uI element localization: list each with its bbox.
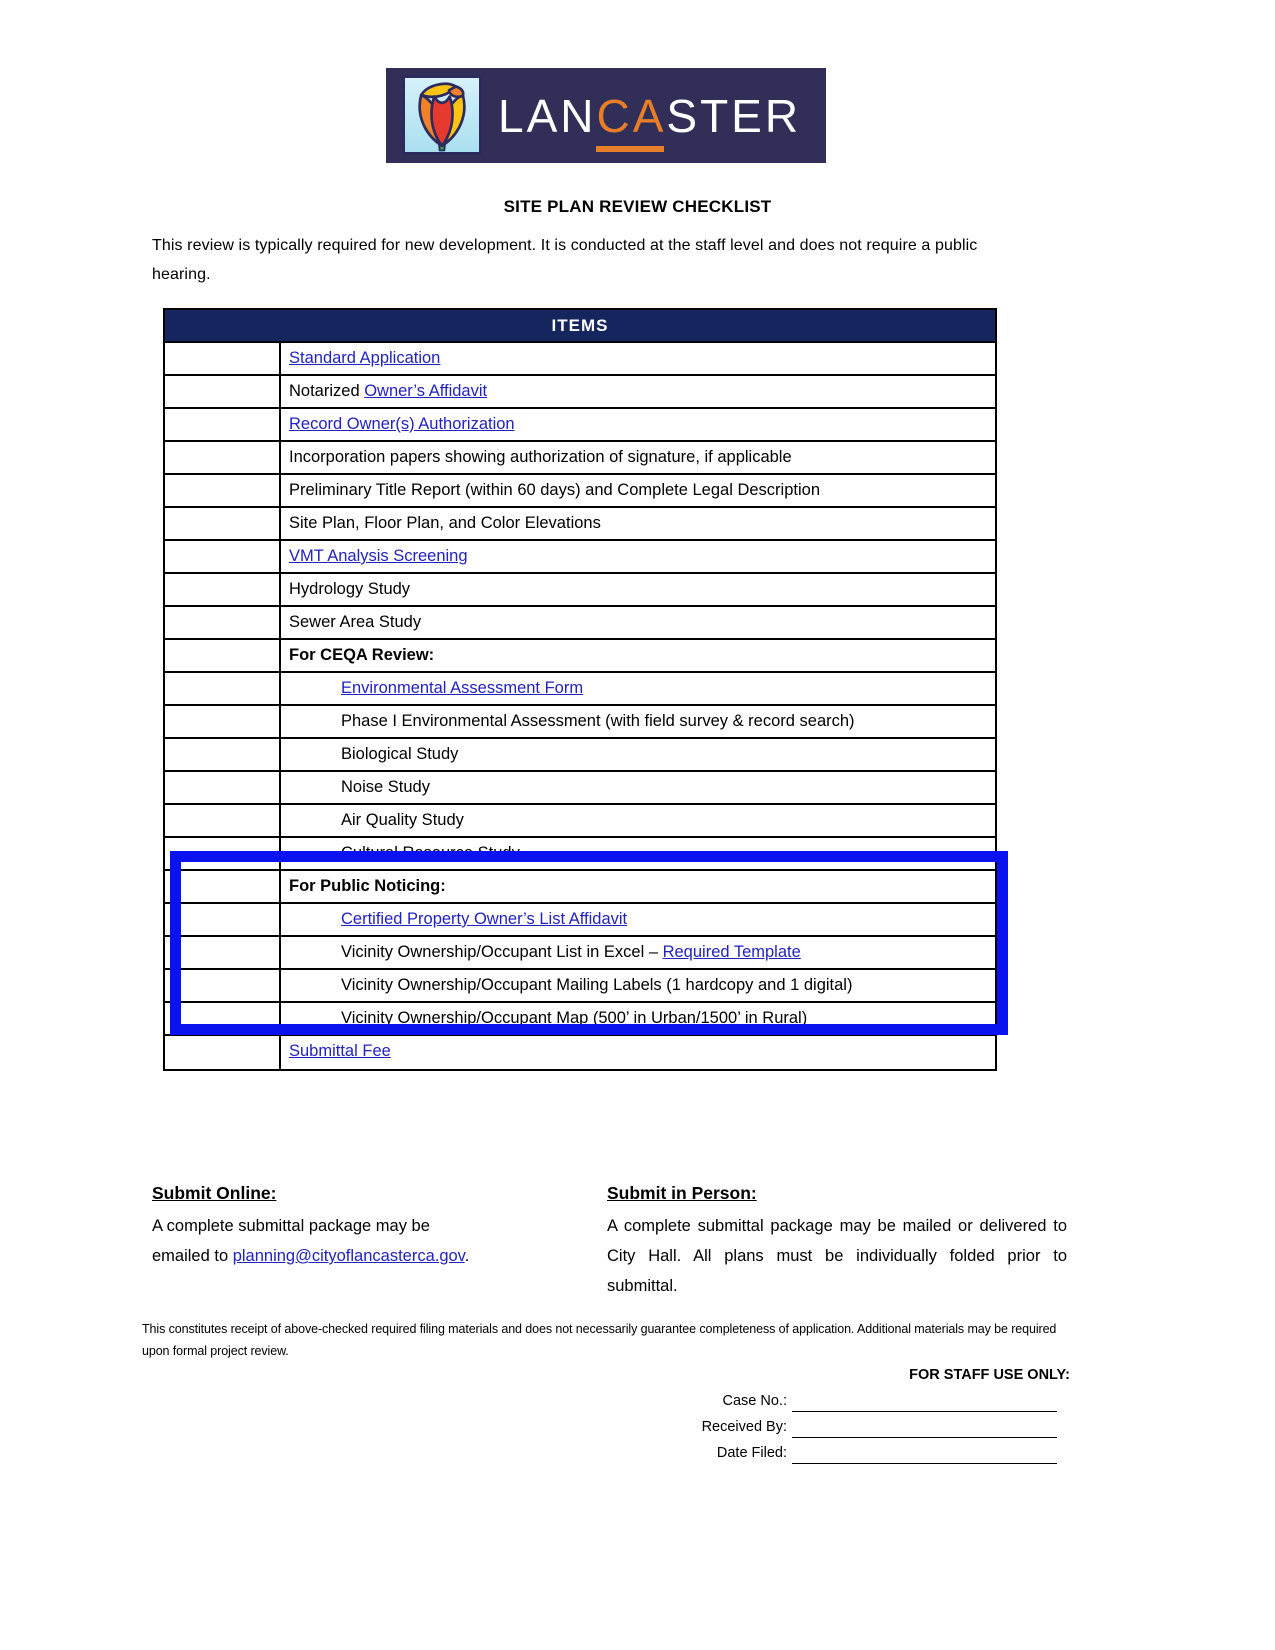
checkbox-cell bbox=[165, 970, 281, 1001]
checkbox-cell bbox=[165, 871, 281, 902]
table-row bbox=[165, 772, 995, 805]
table-row bbox=[165, 343, 995, 376]
item-cell bbox=[281, 607, 995, 638]
table-row bbox=[165, 706, 995, 739]
item-text: Site Plan, Floor Plan, and Color Elevations bbox=[289, 514, 601, 532]
item-text: Phase I Environmental Assessment (with field survey & record search) bbox=[341, 712, 855, 730]
item-cell bbox=[281, 904, 995, 935]
table-row bbox=[165, 541, 995, 574]
item-cell bbox=[281, 475, 995, 506]
checkbox-cell bbox=[165, 673, 281, 704]
item-cell bbox=[281, 343, 995, 374]
table-row bbox=[165, 508, 995, 541]
checkbox-cell bbox=[165, 739, 281, 770]
page-title: SITE PLAN REVIEW CHECKLIST bbox=[503, 197, 772, 216]
checkbox-cell bbox=[165, 475, 281, 506]
item-cell bbox=[281, 376, 995, 407]
item-link[interactable]: Required Template bbox=[662, 943, 801, 961]
item-text: Noise Study bbox=[341, 778, 430, 796]
table-row bbox=[165, 409, 995, 442]
item-cell bbox=[281, 541, 995, 572]
item-cell bbox=[281, 772, 995, 803]
item-text: Vicinity Ownership/Occupant List in Excel – bbox=[341, 943, 663, 961]
checkbox-cell bbox=[165, 706, 281, 737]
submit-in-person-section bbox=[607, 1180, 1067, 1301]
submit-in-person-heading: Submit in Person: bbox=[607, 1183, 757, 1203]
item-cell bbox=[281, 409, 995, 440]
item-cell bbox=[281, 1036, 995, 1069]
planning-email-link[interactable]: planning@cityoflancasterca.gov bbox=[232, 1247, 465, 1265]
table-row bbox=[165, 607, 995, 640]
checkbox-cell bbox=[165, 937, 281, 968]
checkbox-cell bbox=[165, 640, 281, 671]
checkbox-cell bbox=[165, 607, 281, 638]
staff-use-block bbox=[690, 1364, 1070, 1464]
items-table-header: ITEMS bbox=[165, 310, 995, 343]
received-by-label: Received By: bbox=[701, 1419, 787, 1435]
item-link[interactable]: Owner’s Affidavit bbox=[364, 382, 488, 400]
table-row bbox=[165, 442, 995, 475]
item-link[interactable]: Submittal Fee bbox=[289, 1042, 391, 1060]
item-text: Biological Study bbox=[341, 745, 459, 763]
item-text: Sewer Area Study bbox=[289, 613, 422, 631]
checkbox-cell bbox=[165, 1036, 281, 1069]
table-row bbox=[165, 871, 995, 904]
submit-in-person-body: A complete submittal package may be mailed or delivered to City Hall. All plans must be individually folded prior to submittal. bbox=[607, 1217, 1067, 1295]
item-cell bbox=[281, 706, 995, 737]
checkbox-cell bbox=[165, 772, 281, 803]
table-row bbox=[165, 574, 995, 607]
item-link[interactable]: Certified Property Owner’s List Affidavit bbox=[341, 910, 628, 928]
item-cell bbox=[281, 937, 995, 968]
date-filed-label: Date Filed: bbox=[716, 1445, 787, 1461]
checkbox-cell bbox=[165, 409, 281, 440]
item-cell bbox=[281, 970, 995, 1001]
item-cell bbox=[281, 673, 995, 704]
submit-online-line2-suffix: . bbox=[464, 1247, 470, 1265]
checkbox-cell bbox=[165, 574, 281, 605]
table-row bbox=[165, 805, 995, 838]
date-filed-blank-line bbox=[792, 1443, 1057, 1464]
checkbox-cell bbox=[165, 376, 281, 407]
item-text: For Public Noticing: bbox=[289, 877, 446, 895]
item-cell bbox=[281, 442, 995, 473]
submit-online-section bbox=[152, 1180, 590, 1271]
item-cell bbox=[281, 1003, 995, 1034]
item-cell bbox=[281, 508, 995, 539]
item-cell bbox=[281, 640, 995, 671]
logo-wordmark bbox=[498, 68, 801, 163]
poppy-flower-icon bbox=[402, 75, 482, 155]
checkbox-cell bbox=[165, 838, 281, 869]
checkbox-cell bbox=[165, 805, 281, 836]
table-row bbox=[165, 970, 995, 1003]
item-link[interactable]: VMT Analysis Screening bbox=[289, 547, 468, 565]
item-cell bbox=[281, 739, 995, 770]
logo-text-post: STER bbox=[666, 89, 802, 142]
item-text: Cultural Resource Study bbox=[341, 844, 520, 862]
table-row bbox=[165, 673, 995, 706]
item-cell bbox=[281, 805, 995, 836]
item-cell bbox=[281, 871, 995, 902]
checkbox-cell bbox=[165, 541, 281, 572]
items-table bbox=[163, 308, 997, 1071]
received-by-blank-line bbox=[792, 1417, 1057, 1438]
case-no-row bbox=[690, 1386, 1057, 1412]
table-row bbox=[165, 475, 995, 508]
receipt-note: This constitutes receipt of above-checked required filing materials and does not necessarily guarantee completeness of application. Additional materials may be required upon formal project review. bbox=[142, 1322, 1057, 1358]
item-text: Vicinity Ownership/Occupant Map (500’ in Urban/1500’ in Rural) bbox=[341, 1009, 808, 1027]
item-text: Air Quality Study bbox=[341, 811, 464, 829]
intro-text: This review is typically required for new development. It is conducted at the staff level and does not require a public hearing. bbox=[152, 237, 978, 283]
table-row bbox=[165, 1036, 995, 1069]
item-text: Vicinity Ownership/Occupant Mailing Labels (1 hardcopy and 1 digital) bbox=[341, 976, 853, 994]
item-cell bbox=[281, 574, 995, 605]
case-no-blank-line bbox=[792, 1391, 1057, 1412]
date-filed-row bbox=[690, 1438, 1057, 1464]
checkbox-cell bbox=[165, 442, 281, 473]
item-text: Hydrology Study bbox=[289, 580, 411, 598]
item-cell bbox=[281, 838, 995, 869]
received-by-row bbox=[690, 1412, 1057, 1438]
table-row bbox=[165, 904, 995, 937]
logo-text-pre: LAN bbox=[498, 89, 597, 142]
logo-text-ca: CA bbox=[596, 89, 667, 142]
table-row bbox=[165, 739, 995, 772]
table-row bbox=[165, 937, 995, 970]
checkbox-cell bbox=[165, 904, 281, 935]
staff-use-heading: FOR STAFF USE ONLY: bbox=[909, 1367, 1070, 1383]
item-text: For CEQA Review: bbox=[289, 646, 435, 664]
submit-online-heading: Submit Online: bbox=[152, 1183, 277, 1203]
checkbox-cell bbox=[165, 508, 281, 539]
table-row bbox=[165, 838, 995, 871]
items-table-rows bbox=[165, 343, 995, 1069]
item-text: Incorporation papers showing authorization of signature, if applicable bbox=[289, 448, 792, 466]
item-link[interactable]: Environmental Assessment Form bbox=[341, 679, 584, 697]
item-text: Notarized bbox=[289, 382, 365, 400]
submit-online-line2 bbox=[152, 1241, 590, 1271]
checkbox-cell bbox=[165, 343, 281, 374]
item-text: Preliminary Title Report (within 60 days) and Complete Legal Description bbox=[289, 481, 820, 499]
submit-online-line1: A complete submittal package may be bbox=[152, 1217, 430, 1235]
table-row bbox=[165, 640, 995, 673]
case-no-label: Case No.: bbox=[722, 1393, 787, 1409]
table-row bbox=[165, 1003, 995, 1036]
item-link[interactable]: Standard Application bbox=[289, 349, 441, 367]
item-link[interactable]: Record Owner(s) Authorization bbox=[289, 415, 515, 433]
lancaster-logo bbox=[386, 68, 826, 163]
submit-online-line2-prefix: emailed to bbox=[152, 1247, 233, 1265]
table-row bbox=[165, 376, 995, 409]
checkbox-cell bbox=[165, 1003, 281, 1034]
